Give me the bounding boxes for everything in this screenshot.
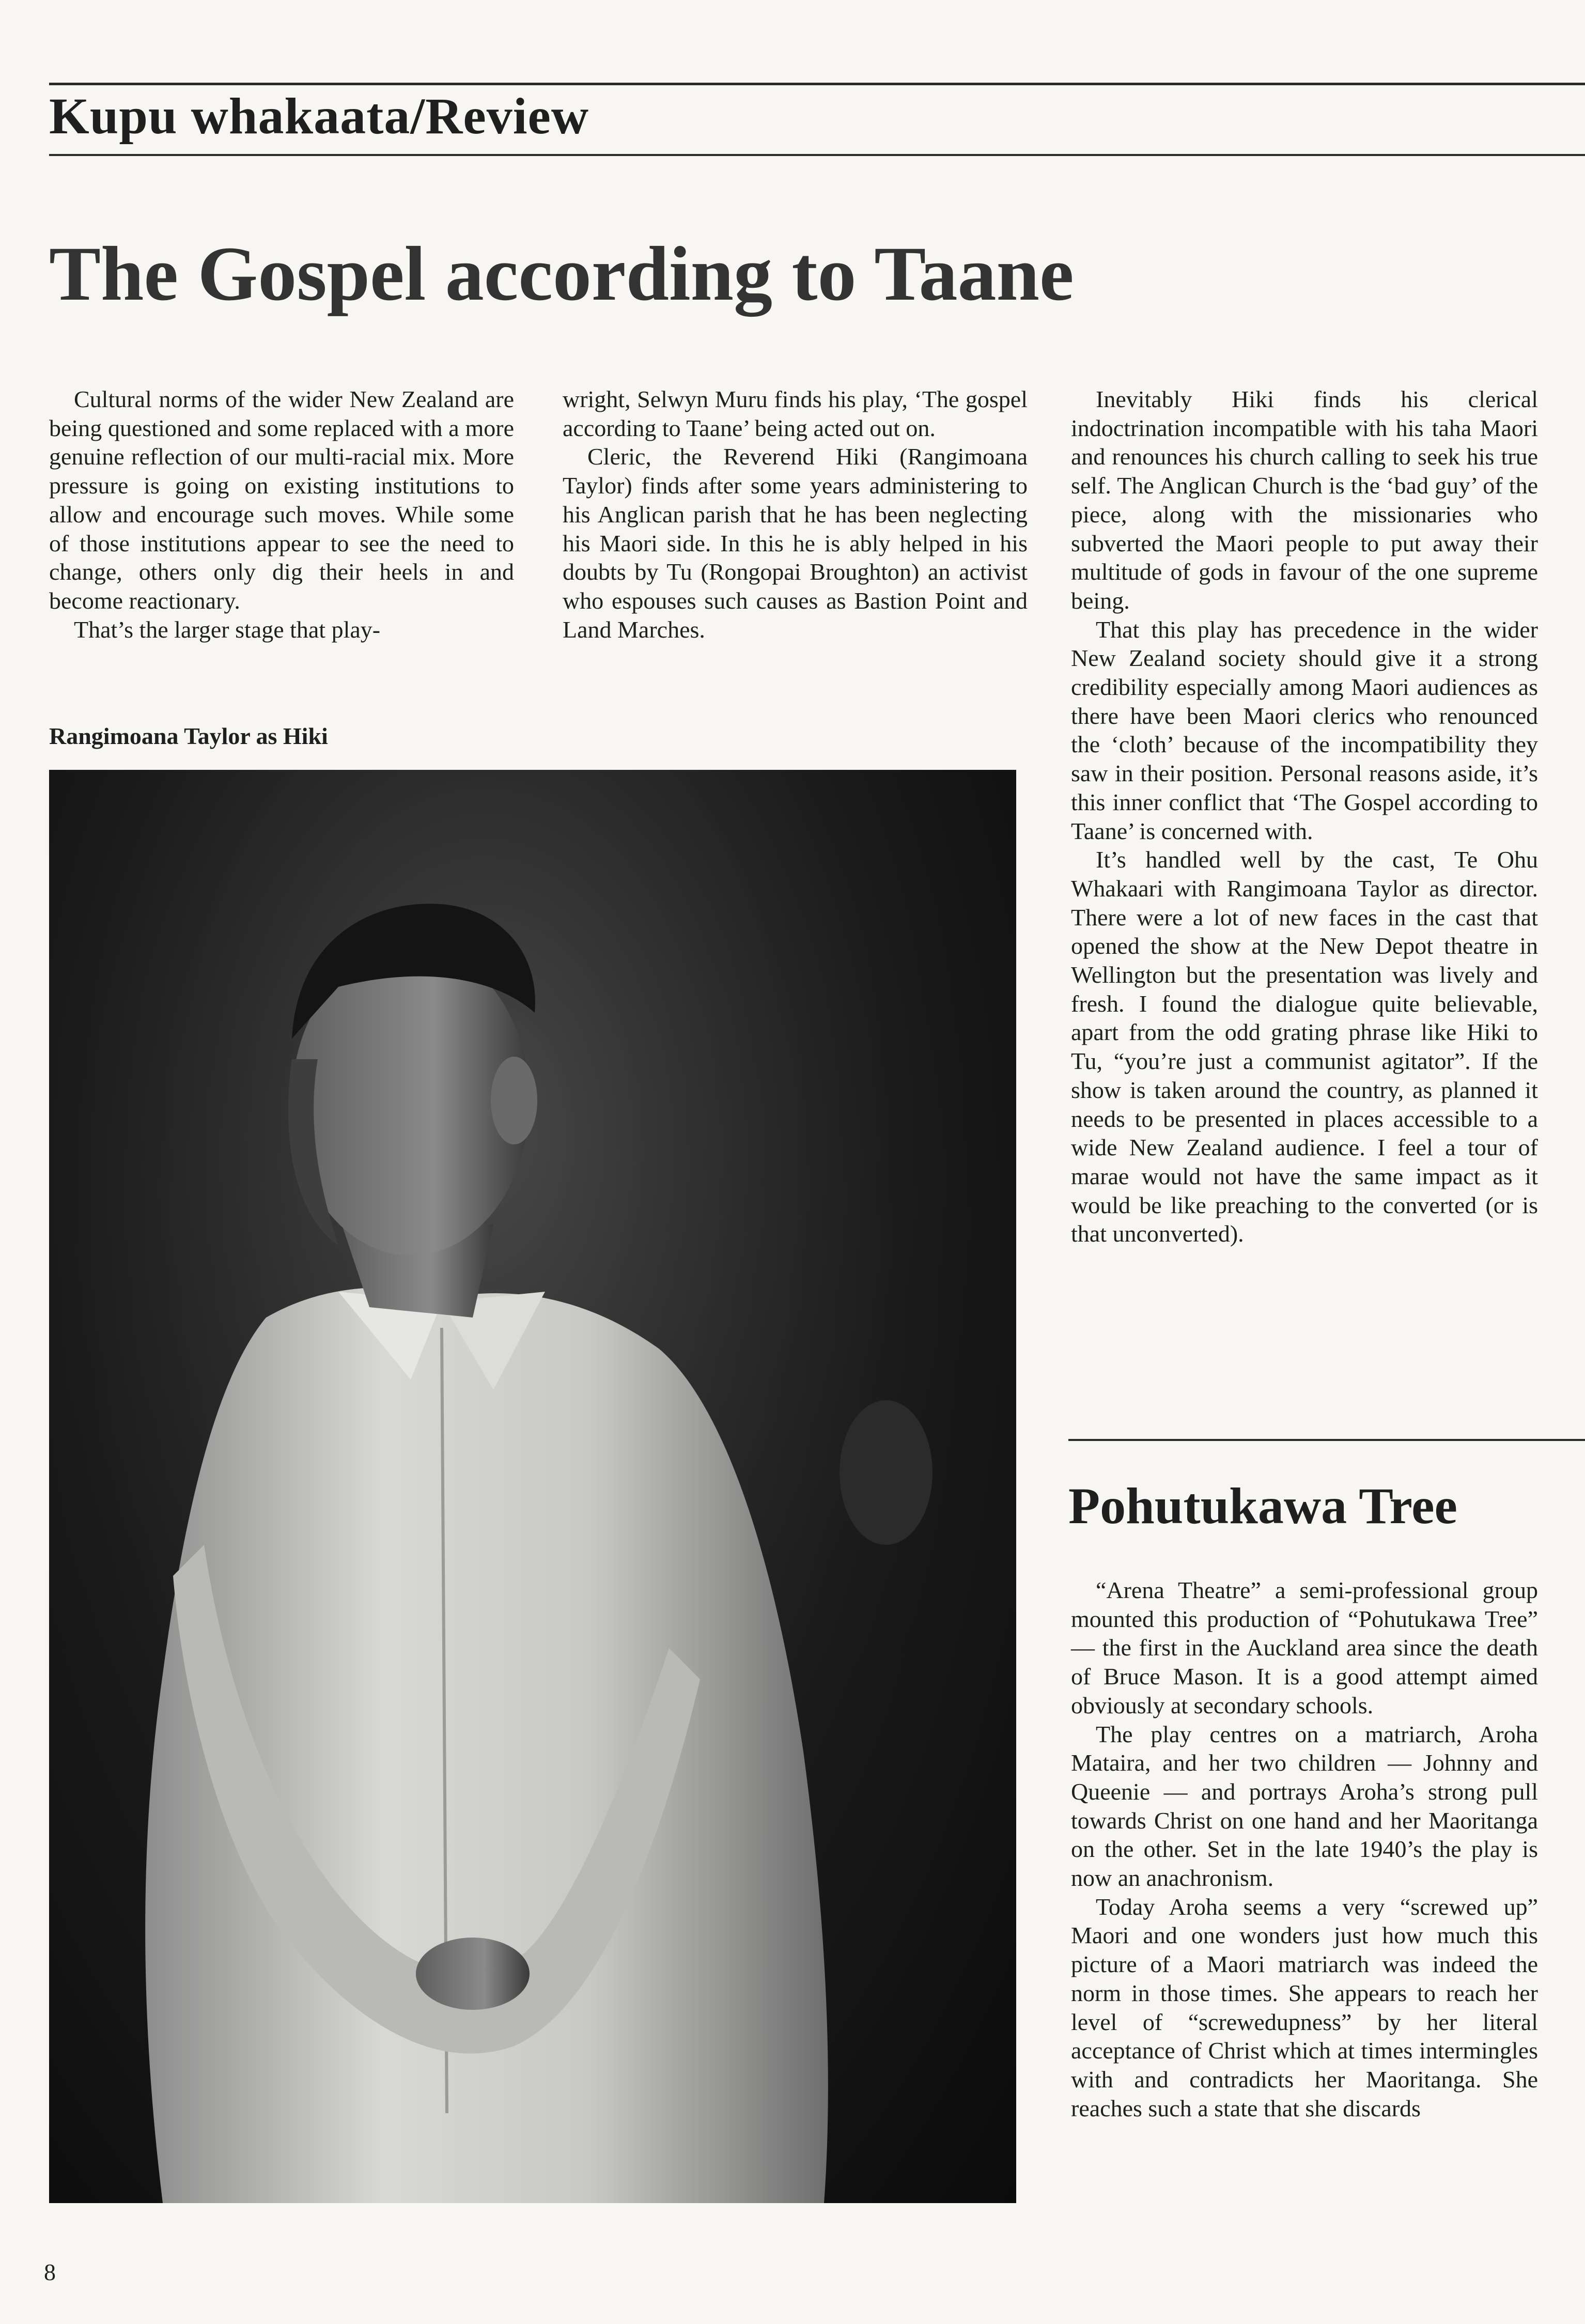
article1-column1 xyxy=(49,385,514,644)
actor-photo-illustration xyxy=(49,770,1016,2203)
article1-column2 xyxy=(563,385,1028,644)
section-label: Kupu whakaata/Review xyxy=(49,87,589,145)
paragraph: “Arena Theatre” a semi-professional group mounted this production of “Pohutukawa Tree” — the first in the Auckland area since the death of Bruce Mason. It is a good attempt aimed obviously at secondary schools. xyxy=(1071,1577,1538,1718)
page-number: 8 xyxy=(44,2259,56,2285)
article2-column xyxy=(1071,1576,1538,2122)
paragraph: That this play has precedence in the wider New Zealand society should give it a strong credibility especially among Maori audiences as there have been Maori clerics who renounced the ‘cloth’ because of the incompatibility they saw in their position. Personal reasons aside, it’s this inner conflict that ‘The Gospel according to Taane’ is concerned with. xyxy=(1071,616,1538,844)
paragraph: Cultural norms of the wider New Zealand are being questioned and some replaced with a more genuine reflection of our multi-racial mix. More pressure is going on existing institutions to allow and encourage such moves. While some of those institutions appear to see the need to change, others only dig their heels in and become reactionary. xyxy=(49,386,514,614)
headline: The Gospel according to Taane xyxy=(49,231,1074,317)
paragraph: Inevitably Hiki finds his clerical indoctrination incompatible with his taha Maori and renounces his church calling to seek his true self. The Anglican Church is the ‘bad guy’ of the piece, along with the missionaries who subverted the Maori people to put away their multitude of gods in favour of the one supreme being. xyxy=(1071,386,1538,614)
paragraph: It’s handled well by the cast, Te Ohu Whakaari with Rangimoana Taylor as director. There were a lot of new faces in the cast that opened the show at the New Depot theatre in Wellington but the presentation was lively and fresh. I found the dialogue quite believable, apart from the odd grating phrase like Hiki to Tu, “you’re just a communist agitator”. If the show is taken around the country, as planned it needs to be presented in places accessible to a wide New Zealand audience. I feel a tour of marae would not have the same impact as it would be like preaching to the converted (or is that unconverted). xyxy=(1071,846,1538,1247)
column-rule xyxy=(1068,1439,1585,1441)
section-rule xyxy=(49,154,1585,156)
article2-title: Pohutukawa Tree xyxy=(1068,1477,1457,1535)
paragraph: That’s the larger stage that play- xyxy=(74,616,381,643)
actor-photo xyxy=(49,770,1016,2203)
paragraph: The play centres on a matriarch, Aroha Mataira, and her two children — Johnny and Queenie — and portrays Aroha’s strong pull towards Christ on one hand and her Maoritanga on the other. Set in the late 1940’s the play is now an anachronism. xyxy=(1071,1721,1538,1892)
paragraph: Today Aroha seems a very “screwed up” Maori and one wonders just how much this picture of a Maori matriarch was indeed the norm in those times. She appears to reach her level of “screwedupness” by her literal acceptance of Christ which at times intermingles with and contradicts her Maoritanga. She reaches such a state that she discards xyxy=(1071,1893,1538,2121)
paragraph: wright, Selwyn Muru finds his play, ‘The gospel according to Taane’ being acted out on. xyxy=(563,386,1028,441)
paragraph: Cleric, the Reverend Hiki (Rangimoana Taylor) finds after some years administering to his Anglican parish that he has been neglecting his Maori side. In this he is ably helped in his doubts by Tu (Rongopai Broughton) an activist who espouses such causes as Bastion Point and Land Marches. xyxy=(563,443,1028,643)
photo-caption: Rangimoana Taylor as Hiki xyxy=(49,723,328,749)
article1-column3 xyxy=(1071,385,1538,1248)
